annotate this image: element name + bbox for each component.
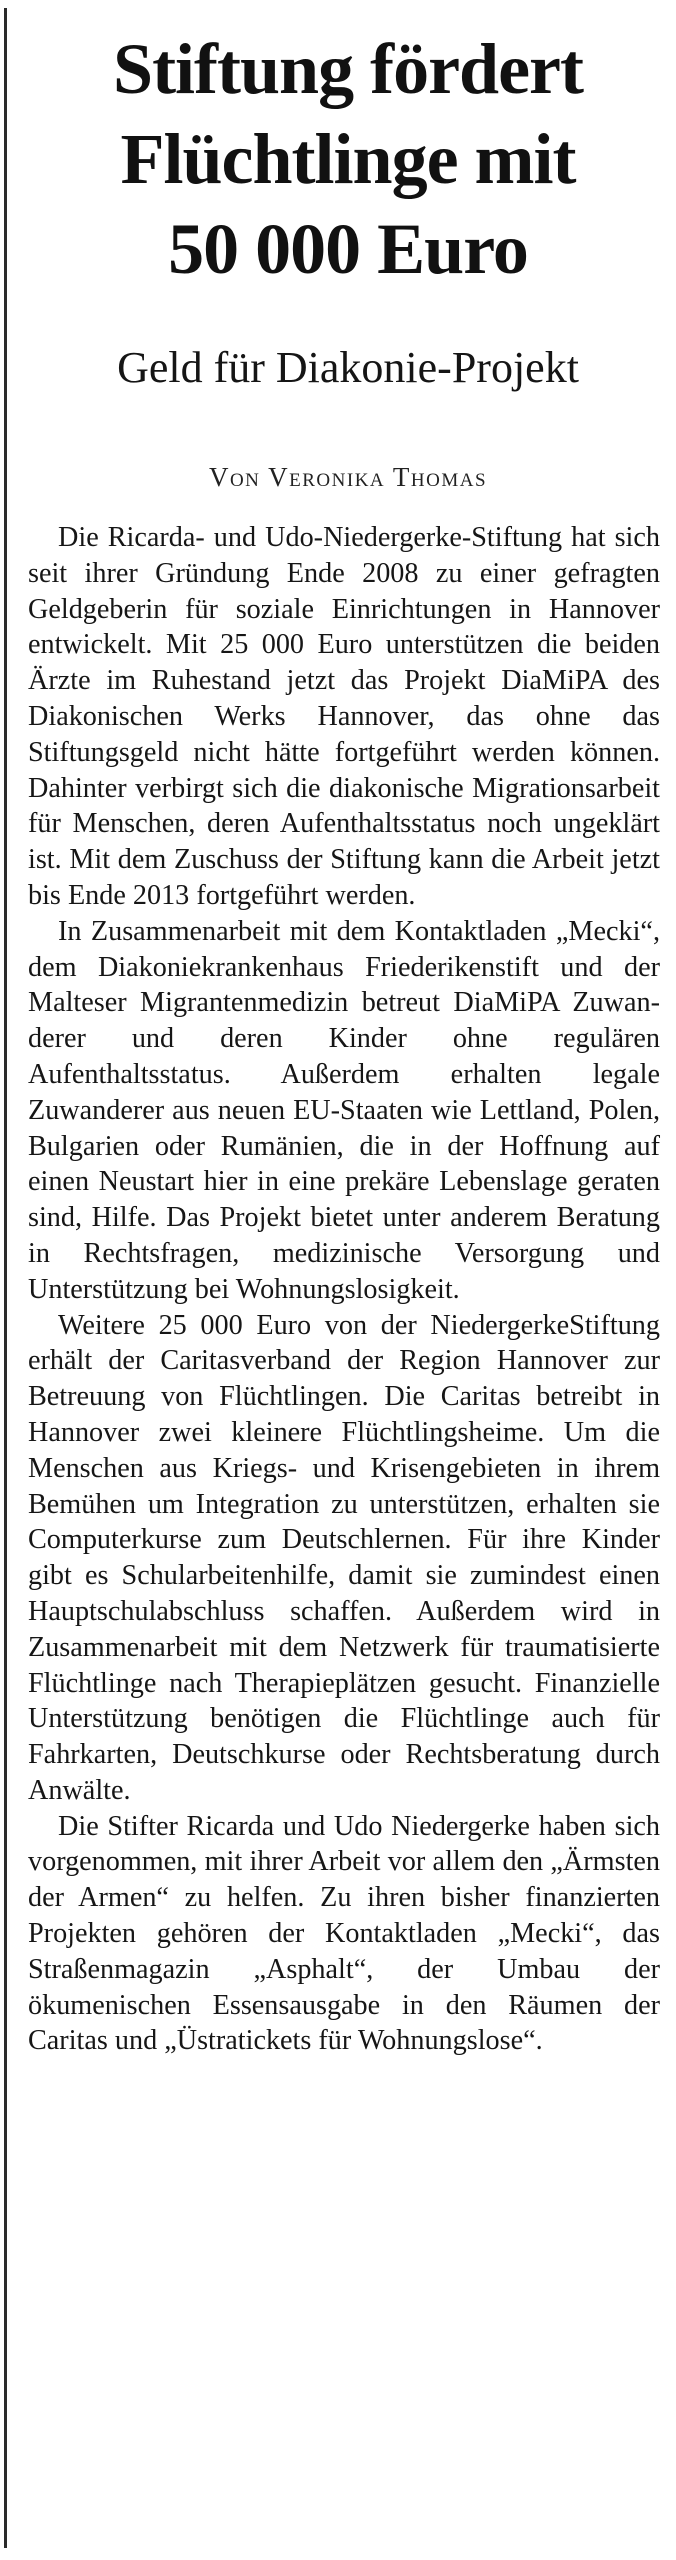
column-rule bbox=[4, 8, 7, 2548]
byline: Von Veronika Thomas bbox=[208, 462, 488, 492]
paragraph: Weitere 25 000 Euro von der NiedergerkeStiftung erhält der Caritasverband der Region Hannover zur Betreuung von Flüchtlingen. Die Caritas betreibt in Hannover zwei kleinere Flüchtlingsheime. Um die Menschen aus Kriegs- und Krisengebieten in ihrem Bemühen um Integration zu unterstützen, erhalten sie Computerkurse zum Deutschlernen. Für ihre Kinder gibt es Schularbeitenhilfe, damit sie zumindest einen Hauptschulabschluss schaffen. Außerdem wird in Zusammenarbeit mit dem Netzwerk für traumatisierte Flüchtlinge nach Therapieplätzen gesucht. Finanzielle Unterstützung benötigen die Flüchtlinge auch für Fahrkarten, Deutschkurse oder Rechtsberatung durch Anwälte. bbox=[28, 1309, 660, 1806]
paragraph: Die Ricarda- und Udo-Niedergerke-Stiftung hat sich seit ihrer Gründung Ende 2008 zu einer gefragten Geldgeberin für soziale Einrichtungen in Hannover entwickelt. Mit 25 000 Euro unterstützen die beiden Ärzte im Ruhestand jetzt das Projekt DiaMiPA des Diakonischen Werks Hannover, das ohne das Stiftungsgeld nicht hätte fortgeführt werden können. Dahinter verbirgt sich die diakonische Migrationsarbeit für Menschen, deren Aufenthaltsstatus noch ungeklärt ist. Mit dem Zuschuss der Stiftung kann die Arbeit jetzt bis Ende 2013 fortgeführt werden. bbox=[28, 522, 660, 911]
article-body bbox=[28, 520, 660, 2059]
paragraph: Die Stifter Ricarda und Udo Niedergerke haben sich vorgenommen, mit ihrer Arbeit vor allem den „Ärmsten der Armen“ zu helfen. Zu ihren bisher finanzierten Projekten gehören der Kontaktladen „Mecki“, das Straßenmagazin „Asphalt“, der Umbau der ökumenischen Essensausgabe in den Räumen der Caritas und „Üstratickets für Wohnungslose“. bbox=[28, 1810, 660, 2057]
subheadline: Geld für Diakonie-Projekt bbox=[117, 343, 579, 392]
headline-line: Flüchtlinge mit bbox=[120, 119, 576, 199]
headline bbox=[20, 24, 676, 294]
headline-line: Stiftung fördert bbox=[113, 29, 583, 109]
paragraph: In Zusammenarbeit mit dem Kontaktladen „Mecki“, dem Diakoniekrankenhaus Friederikenstift und der Malteser Migrantenmedizin betreut DiaMiPA Zuwanderer und deren Kinder ohne regulären Aufenthaltsstatus. Außerdem erhalten legale Zuwanderer aus neuen EU-Staaten wie Lettland, Polen, Bulgarien oder Rumänien, die in der Hoffnung auf einen Neustart hier in eine prekäre Lebenslage geraten sind, Hilfe. Das Projekt bietet unter anderem Beratung in Rechtsfragen, medizinische Versorgung und Unterstützung bei Wohnungslosigkeit. bbox=[28, 915, 660, 1305]
headline-line: 50 000 Euro bbox=[168, 209, 528, 289]
